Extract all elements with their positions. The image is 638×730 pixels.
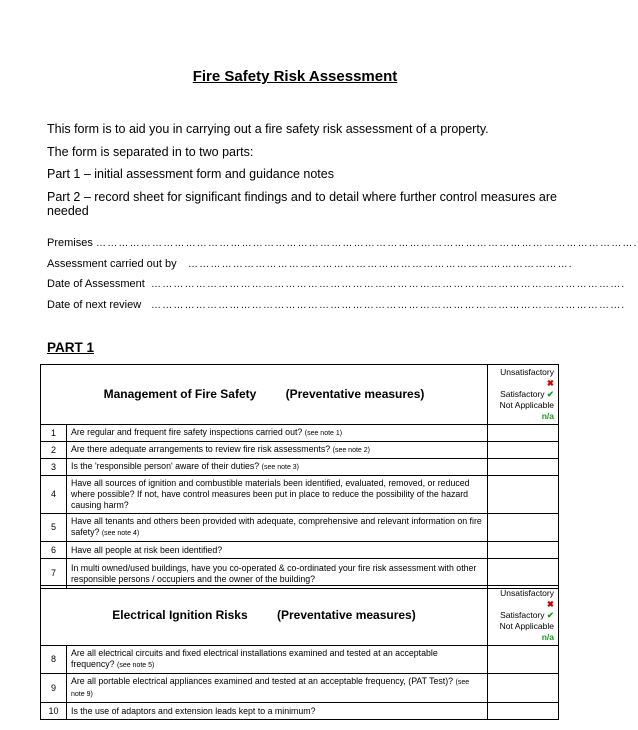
assessor-label: Assessment carried out by	[47, 258, 177, 270]
row-number: 6	[41, 542, 67, 559]
answer-cell[interactable]	[488, 514, 559, 542]
document-title: Fire Safety Risk Assessment	[192, 68, 398, 85]
section-subtitle: (Preventative measures)	[276, 608, 416, 622]
question-text: Are regular and frequent fire safety inspections carried out?	[71, 427, 303, 437]
answer-cell[interactable]	[488, 442, 559, 459]
row-question	[67, 703, 488, 720]
answer-legend	[488, 586, 559, 646]
na-mark: n/a	[541, 632, 554, 642]
question-note: (see note 1)	[304, 430, 343, 437]
question-note: (see note 3)	[261, 464, 300, 471]
answer-cell[interactable]	[488, 674, 559, 703]
answer-cell[interactable]	[488, 425, 559, 442]
question-text: Are all portable electrical appliances examined and tested at an acceptable frequency, (PAT Test)?	[71, 676, 454, 686]
question-text: Is the 'responsible person' aware of their duties?	[71, 461, 260, 471]
row-number: 7	[41, 559, 67, 589]
row-number: 9	[41, 674, 67, 703]
legend-satisfactory: Satisfactory	[500, 610, 545, 620]
table-row	[41, 559, 559, 589]
assessment-date-label: Date of Assessment	[47, 278, 145, 290]
answer-cell[interactable]	[488, 542, 559, 559]
answer-cell[interactable]	[488, 646, 559, 674]
part-heading: PART 1	[47, 340, 95, 355]
premises-input[interactable]: ……………………………………………………………………………………………………………………………….	[96, 238, 638, 249]
table-row	[41, 514, 559, 542]
check-icon: ✔	[546, 610, 554, 620]
row-question	[67, 542, 488, 559]
question-text: Is the use of adaptors and extension leads kept to a minimum?	[71, 705, 316, 716]
intro-line: The form is separated in to two parts:	[47, 145, 254, 159]
premises-label: Premises	[47, 237, 93, 249]
question-text: Have all tenants and others been provided with adequate, comprehensive and relevant information on fire safety?	[71, 516, 482, 537]
answer-cell[interactable]	[488, 459, 559, 476]
legend-not-applicable: Not Applicable	[499, 400, 554, 410]
row-question	[67, 514, 488, 542]
table-row	[41, 425, 559, 442]
row-question	[67, 425, 488, 442]
na-mark: n/a	[541, 411, 554, 421]
cross-icon: ✖	[546, 378, 554, 388]
section-title: Electrical Ignition Risks	[112, 608, 248, 622]
table-header-row	[41, 365, 559, 425]
table-row	[41, 459, 559, 476]
legend-unsatisfactory: Unsatisfactory	[500, 367, 554, 377]
section-title: Management of Fire Safety	[103, 387, 257, 401]
row-number: 5	[41, 514, 67, 542]
row-number: 2	[41, 442, 67, 459]
question-note: (see note 9)	[71, 679, 470, 698]
table-row	[41, 442, 559, 459]
row-question	[67, 646, 488, 674]
table-row	[41, 646, 559, 674]
answer-cell[interactable]	[488, 476, 559, 514]
check-icon: ✔	[546, 389, 554, 399]
section-header	[41, 365, 488, 425]
question-text: Have all people at risk been identified?	[71, 544, 223, 555]
row-question	[67, 674, 488, 703]
question-note: (see note 2)	[332, 447, 370, 454]
row-question	[67, 459, 488, 476]
legend-not-applicable: Not Applicable	[499, 621, 554, 631]
assessment-date-input[interactable]: ……………………………………………………………………………………………………………….	[151, 279, 626, 290]
question-text: Are all electrical circuits and fixed electrical installations examined and tested at an acceptable frequency?	[71, 648, 438, 669]
intro-line: Part 2 – record sheet for significant findings and to detail where further control measures are needed	[47, 190, 557, 218]
row-question	[67, 559, 488, 589]
row-number: 1	[41, 425, 67, 442]
table-row	[41, 476, 559, 514]
section-header	[41, 586, 488, 646]
risk-table-electrical	[40, 585, 559, 720]
answer-cell[interactable]	[488, 703, 559, 720]
cross-icon: ✖	[546, 599, 554, 609]
section-subtitle: (Preventative measures)	[285, 387, 425, 401]
intro-line: This form is to aid you in carrying out a fire safety risk assessment of a property.	[47, 122, 489, 136]
question-text: Are there adequate arrangements to review fire risk assessments?	[71, 444, 331, 454]
answer-cell[interactable]	[488, 559, 559, 589]
table-header-row	[41, 586, 559, 646]
question-text: In multi owned/used buildings, have you co-operated & co-ordinated your fire risk assessment with other responsible persons / occupiers and the owner of the building?	[71, 562, 477, 584]
answer-legend	[488, 365, 559, 425]
intro-line: Part 1 – initial assessment form and guidance notes	[47, 167, 334, 181]
risk-table-management	[40, 364, 559, 589]
table-row	[41, 674, 559, 703]
question-note: (see note 4)	[101, 530, 140, 537]
legend-satisfactory: Satisfactory	[500, 389, 545, 399]
row-number: 4	[41, 476, 67, 514]
review-date-label: Date of next review	[47, 299, 142, 311]
legend-unsatisfactory: Unsatisfactory	[500, 588, 554, 598]
row-question	[67, 476, 488, 514]
table-row	[41, 542, 559, 559]
question-text: Have all sources of ignition and combustible materials been identified, evaluated, removed, or reduced where possible? If not, have control measures been put in place to reduce the possibility of the hazard causing harm?	[71, 478, 470, 510]
table-row	[41, 703, 559, 720]
row-number: 8	[41, 646, 67, 674]
assessor-input[interactable]: ………………………………………………………………………………………….	[188, 259, 573, 270]
row-number: 10	[41, 703, 67, 720]
row-question	[67, 442, 488, 459]
row-number: 3	[41, 459, 67, 476]
question-note: (see note 5)	[116, 662, 155, 669]
review-date-input[interactable]: ……………………………………………………………………………………………………………….	[151, 300, 626, 311]
